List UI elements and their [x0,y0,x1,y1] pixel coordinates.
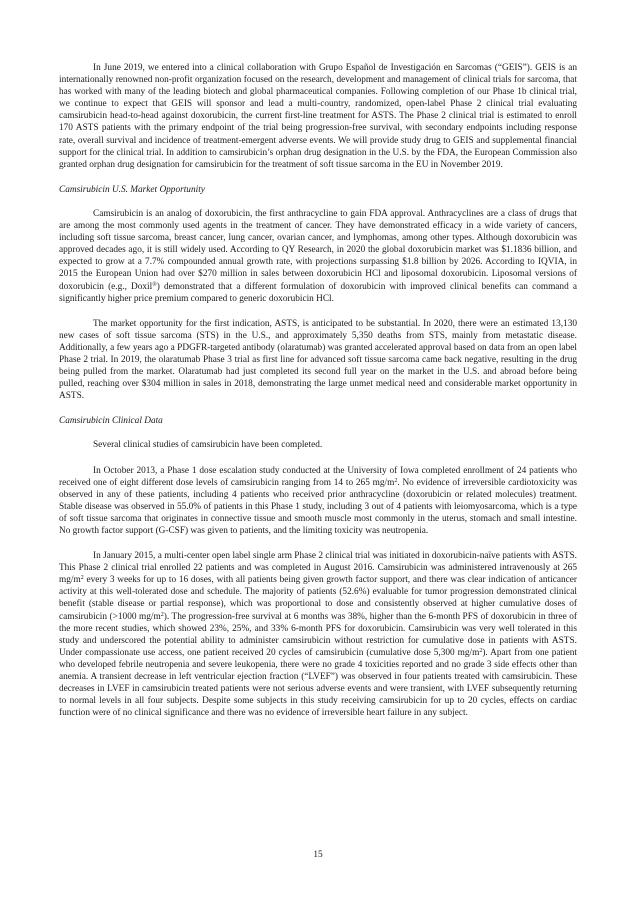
paragraph-market-opportunity: The market opportunity for the first indication, ASTS, is anticipated to be substantial. In 2020, there were an estimated 13,130 new cases of soft tissue sarcoma (STS) in the U.S., and approximately 5,350 deaths from STS, mainly from metastatic disease. Additionally, a few years ago a PDGFR-targeted antibody (olaratumab) was granted accelerated approval based on data from an open label Phase 2 trial. In 2019, the olaratumab Phase 3 trial as first line for advanced soft tissue sarcoma came back negative, resulting in the drug being pulled from the market. Olaratumab had just completed its second full year on the market in the U.S. and abroad before being pulled, reaching over $304 million in sales in 2018, demonstrating the large unmet medical need and considerable market opportunity in ASTS. [59,318,577,402]
paragraph-phase2-trial [59,550,577,719]
phase1-superscript: 2 [394,477,398,484]
paragraph-geis-collaboration: In June 2019, we entered into a clinical collaboration with Grupo Español de Investigación en Sarcomas (“GEIS”). GEIS is an internationally renowned non-profit organization focused on the research, development and management of clinical trials for sarcoma, that has worked with many of the leading biotech and global pharmaceutical companies. Following completion of our Phase 1b clinical trial, we continue to expect that GEIS will sponsor and lead a multi-country, randomized, open-label Phase 2 clinical trial evaluating camsirubicin head-to-head against doxorubicin, the current first-line treatment for ASTS. The Phase 2 clinical trial is estimated to enroll 170 ASTS patients with the primary endpoint of the trial being progression-free survival, with secondary endpoints including response rate, overall survival and incidence of treatment-emergent adverse events. We will provide study drug to GEIS and supplemental financial support for the clinical trial. In addition to camsirubicin’s orphan drug designation in the U.S. by the FDA, the European Commission also granted orphan drug designation for camsirubicin for the treatment of soft tissue sarcoma in the EU in November 2019. [59,63,577,170]
page-number: 15 [313,850,323,860]
paragraph-studies-intro: Several clinical studies of camsirubicin have been completed. [93,440,323,451]
phase2-text-b: every 3 weeks for up to 16 doses, with all patients being given growth factor support, and there was clear indication of anticancer activity at this well-tolerated dose and schedule. The majority of patients (52.6%) evaluable for tumor progression demonstrated clinical benefit (stable disease or partial response), which was proportional to dose and consistently observed at higher cumulative doses of camsirubicin (>1000 mg/m [59,575,577,622]
phase1-text-a: In October 2013, a Phase 1 dose escalation study conducted at the University of Iowa completed enrollment of 24 patients who received one of eight different dose levels of camsirubicin ranging from 14 to 265 mg/m [59,465,577,488]
phase2-superscript-3: 2 [479,647,483,654]
phase2-text-d: ). Apart from one patient who developed febrile neutropenia and severe leukopenia, there were no grade 4 toxicities reported and no grade 3 side effects other than anemia. A transient decrease in left ventricular ejection fraction (“LVEF”) was observed in four patients treated with camsirubicin. These decreases in LVEF in camsirubicin treated patients were not serious adverse events and were transient, with LVEF subsequently returning to normal levels in all four subjects. Despite some subjects in this study receiving camsirubicin for up to 20 cycles, effects on cardiac function were of no clinical significance and there was no evidence of irreversible heart failure in any subject. [59,647,577,719]
phase2-superscript-2: 2 [160,611,164,618]
paragraph-phase1-study [59,465,577,538]
phase2-text-c: ). The progression-free survival at 6 months was 38%, higher than the 6-month PFS of doxorubicin in three of the more recent studies, which showed 23%, 25%, and 33% 6-month PFS for doxorubicin. Camsirubicin was very well tolerated in this study and underscored the potential ability to administer camsirubicin without restriction for cumulative dose in patients with ASTS. Under compassionate use access, one patient received 20 cycles of camsirubicin (cumulative dose 5,300 mg/m [59,611,577,658]
paragraph-camsirubicin-analog [59,208,577,305]
analog-text-a: Camsirubicin is an analog of doxorubicin, the first anthracycline to gain FDA approval. Anthracyclines are a class of drugs that are among the most commonly used agents in the treatment of cancer. They have demonstrated efficacy in a wide variety of cancers, including soft tissue sarcoma, breast cancer, lung cancer, ovarian cancer, and lymphomas, among other types. Although doxorubicin was approved decades ago, it is still widely used. According to QY Research, in 2020 the global doxorubicin market was $1.1836 billion, and expected to grow at a 7.7% compounded annual growth rate, with projections surpassing $1.8 billion by 2026. According to IQVIA, in 2015 the European Union had over $270 million in sales between doxorubicin HCl and liposomal doxorubicin. Liposomal versions of doxorubicin (e.g., Doxil [59,208,577,292]
section-heading-clinical-data: Camsirubicin Clinical Data [59,416,163,427]
phase2-superscript-1: 2 [80,575,84,582]
registered-mark: ® [152,281,157,288]
phase2-text-a: In January 2015, a multi-center open label single arm Phase 2 clinical trial was initiated in doxorubicin-naïve patients with ASTS. This Phase 2 clinical trial enrolled 22 patients and was completed in August 2016. Camsirubicin was administered intravenously at 265 mg/m [59,551,577,586]
document-page [59,62,577,719]
phase1-text-b: . No evidence of irreversible cardiotoxicity was observed in any of these patients, including 4 patients who received prior anthracycline (doxorubicin or related molecules) treatment. Stable disease was observed in 55.0% of patients in this Phase 1 study, including 3 out of 4 patients with leiomyosarcoma, which is a type of soft tissue sarcoma that originates in connective tissue and smooth muscle most commonly in the uterus, stomach and small intestine. No growth factor support (G-CSF) was given to patients, and the limiting toxicity was neutropenia. [59,477,577,536]
section-heading-market-opportunity: Camsirubicin U.S. Market Opportunity [59,184,205,195]
analog-text-b: ) demonstrated that a different formulation of doxorubicin with improved clinical benefits can command a significantly higher price premium compared to generic doxorubicin HCl. [59,281,577,304]
